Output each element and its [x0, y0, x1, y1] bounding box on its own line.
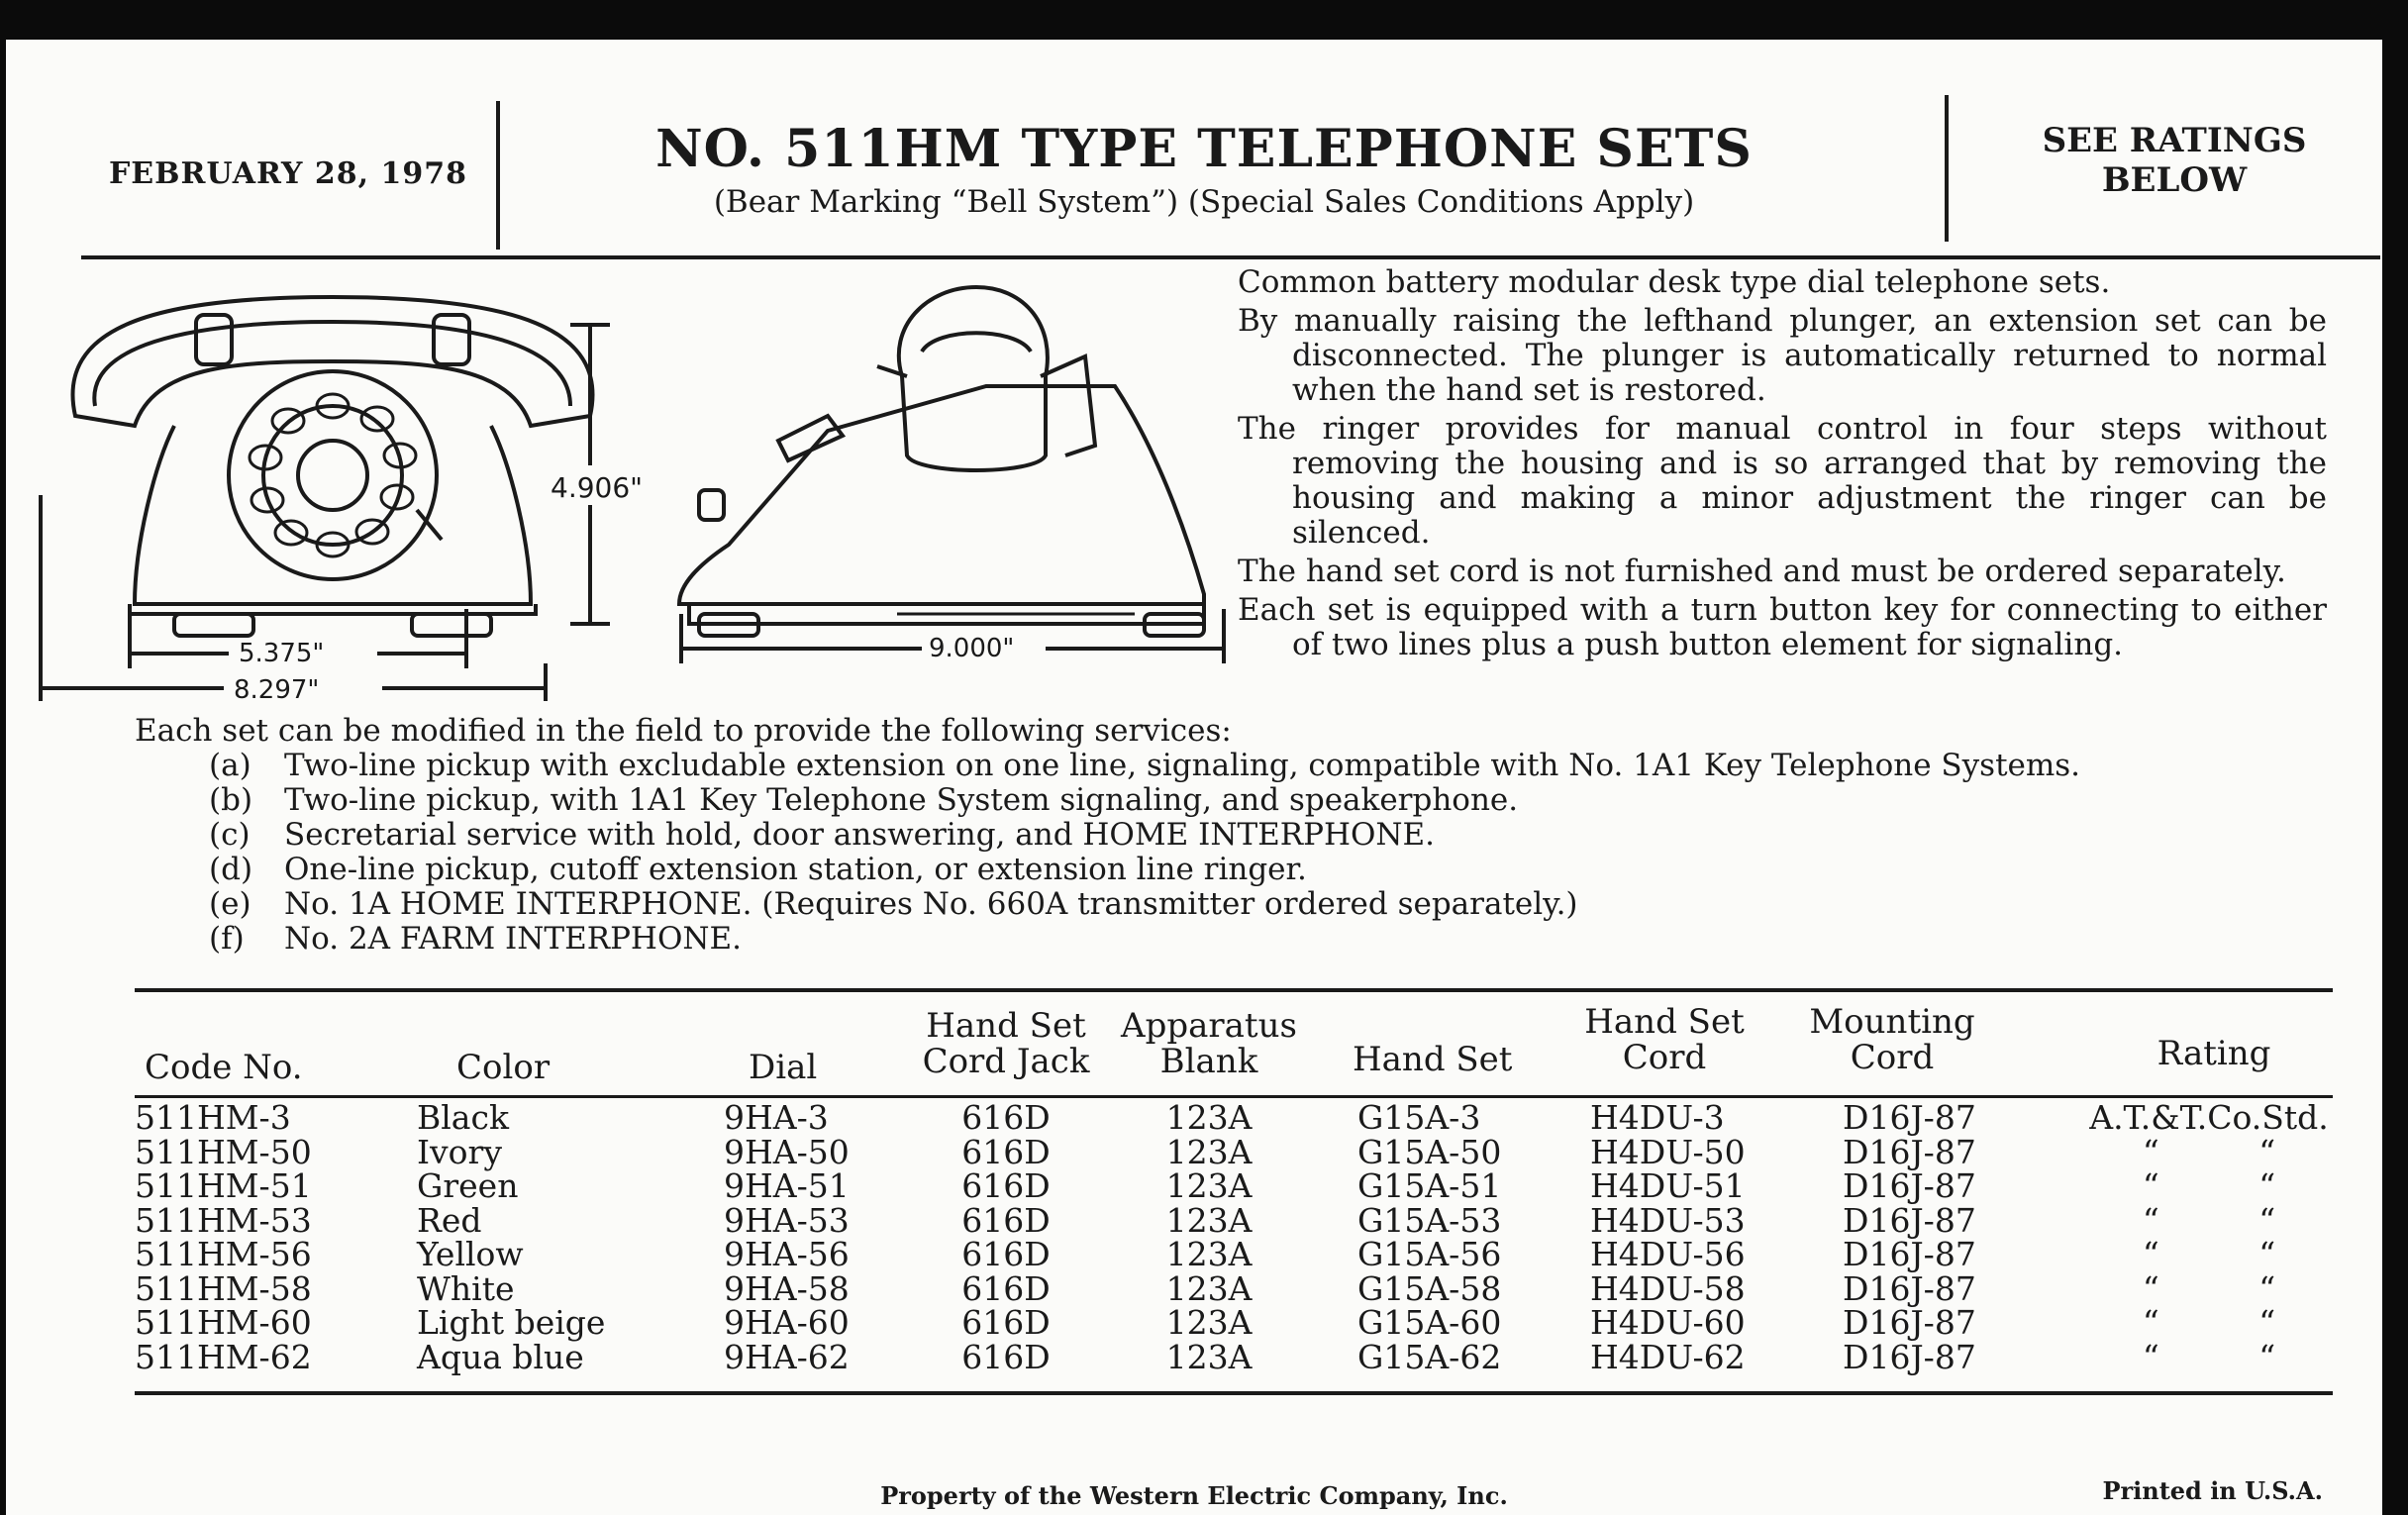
- cell-jack: 616D: [961, 1235, 1051, 1273]
- cell-mount: D16J-87: [1843, 1132, 1976, 1171]
- cell-blank: 123A: [1165, 1235, 1253, 1273]
- cell-cord: H4DU-56: [1590, 1235, 1746, 1273]
- document-card: [6, 40, 2382, 1515]
- services-intro: Each set can be modified in the field to provide the following services:: [135, 713, 1232, 749]
- cell-code: 511HM-56: [135, 1235, 312, 1273]
- column-code: [135, 1098, 312, 1376]
- cell-mount: D16J-87: [1843, 1337, 1976, 1376]
- column-mounting-cord: [1843, 1098, 1976, 1376]
- cell-color: Aqua blue: [417, 1337, 584, 1376]
- document-date: FEBRUARY 28, 1978: [109, 156, 467, 191]
- footer-printed-note: Printed in U.S.A.: [2102, 1476, 2323, 1505]
- service-item: (e) No. 1A HOME INTERPHONE. (Requires No. 660A transmitter ordered separately.): [209, 886, 1578, 922]
- cell-color: Ivory: [417, 1132, 502, 1171]
- cell-blank: 123A: [1165, 1200, 1253, 1240]
- cell-cord: H4DU-58: [1590, 1268, 1746, 1308]
- height-dimension-label: 4.906": [551, 471, 644, 504]
- cell-rating: “ “: [2142, 1268, 2276, 1308]
- cell-dial: 9HA-56: [724, 1235, 850, 1273]
- length-dimension-label: 9.000": [929, 634, 1015, 663]
- cell-mount: D16J-87: [1843, 1200, 1976, 1240]
- cell-handset: G15A-53: [1357, 1200, 1502, 1240]
- cell-cord: H4DU-51: [1590, 1166, 1746, 1205]
- header-handset: Hand Set: [1353, 1040, 1513, 1079]
- cell-handset: G15A-62: [1357, 1337, 1502, 1376]
- cell-code: 511HM-60: [135, 1303, 312, 1342]
- cell-dial: 9HA-60: [724, 1303, 850, 1342]
- column-color: [417, 1098, 606, 1376]
- cell-blank: 123A: [1165, 1166, 1253, 1205]
- cell-handset: G15A-60: [1357, 1303, 1502, 1342]
- cell-dial: 9HA-3: [724, 1098, 829, 1137]
- table-top-rule: [135, 988, 2333, 992]
- cell-blank: 123A: [1165, 1268, 1253, 1308]
- cell-cord: H4DU-50: [1590, 1132, 1746, 1171]
- cell-code: 511HM-53: [135, 1200, 312, 1240]
- cell-color: Light beige: [417, 1303, 606, 1342]
- service-item: (f) No. 2A FARM INTERPHONE.: [209, 921, 742, 957]
- description-paragraph: Common battery modular desk type dial telephone sets.: [1238, 264, 2111, 300]
- table-bottom-rule: [135, 1391, 2333, 1395]
- column-handset: [1357, 1098, 1502, 1376]
- service-item: (a) Two-line pickup with excludable extension on one line, signaling, compatible with No. 1A1 Key Telephone Systems.: [209, 748, 2081, 783]
- description-paragraph: The hand set cord is not furnished and must be ordered separately.: [1238, 554, 2286, 589]
- header-color: Color: [456, 1048, 551, 1087]
- description-paragraph: By manually raising the lefthand plunger, an extension set can be disconnected. The plunger is automatically returned to normal when the hand set is restored.: [1238, 303, 2327, 408]
- description-block: [1238, 265, 2327, 666]
- cell-mount: D16J-87: [1843, 1303, 1976, 1342]
- service-item: (b) Two-line pickup, with 1A1 Key Telephone System signaling, and speakerphone.: [209, 782, 1519, 818]
- cell-dial: 9HA-58: [724, 1268, 850, 1308]
- cell-code: 511HM-58: [135, 1268, 312, 1308]
- cell-code: 511HM-50: [135, 1132, 312, 1171]
- cell-cord: H4DU-3: [1590, 1098, 1725, 1137]
- column-rating: [2065, 1098, 2353, 1376]
- service-item: (d) One-line pickup, cutoff extension station, or extension line ringer.: [209, 852, 1307, 887]
- header-handset-cord: Hand Set Cord: [1584, 1002, 1745, 1077]
- see-ratings-note: [1976, 121, 2372, 200]
- cell-rating: “ “: [2142, 1132, 2276, 1171]
- cell-mount: D16J-87: [1843, 1268, 1976, 1308]
- header-code: Code No.: [145, 1048, 303, 1087]
- width-dimension-label: 8.297": [234, 675, 320, 705]
- cell-blank: 123A: [1165, 1098, 1253, 1137]
- cell-blank: 123A: [1165, 1303, 1253, 1342]
- cell-cord: H4DU-60: [1590, 1303, 1746, 1342]
- cell-dial: 9HA-50: [724, 1132, 850, 1171]
- column-handset-cord: [1590, 1098, 1746, 1376]
- cell-rating: “ “: [2142, 1200, 2276, 1240]
- services-list: [209, 749, 2080, 957]
- cell-dial: 9HA-62: [724, 1337, 850, 1376]
- cell-color: White: [417, 1268, 515, 1308]
- header-mounting-cord: Mounting Cord: [1809, 1002, 1975, 1077]
- header-rule: [81, 255, 2380, 259]
- cell-code: 511HM-3: [135, 1098, 291, 1137]
- cell-jack: 616D: [961, 1132, 1051, 1171]
- document-title: NO. 511HM TYPE TELEPHONE SETS: [655, 119, 1753, 179]
- cell-dial: 9HA-51: [724, 1166, 850, 1205]
- cell-rating: A.T.&T.Co.Std.: [2089, 1098, 2329, 1137]
- cell-jack: 616D: [961, 1337, 1051, 1376]
- cell-jack: 616D: [961, 1303, 1051, 1342]
- cell-handset: G15A-51: [1357, 1166, 1502, 1205]
- cell-jack: 616D: [961, 1098, 1051, 1137]
- cell-mount: D16J-87: [1843, 1235, 1976, 1273]
- header-divider-right: [1945, 95, 1949, 242]
- cell-color: Yellow: [417, 1235, 524, 1273]
- see-ratings-line2: BELOW: [2101, 160, 2248, 200]
- cell-handset: G15A-3: [1357, 1098, 1481, 1137]
- cell-rating: “ “: [2142, 1235, 2276, 1273]
- cell-cord: H4DU-62: [1590, 1337, 1746, 1376]
- cell-rating: “ “: [2142, 1337, 2276, 1376]
- service-item: (c) Secretarial service with hold, door answering, and HOME INTERPHONE.: [209, 817, 1436, 853]
- cell-jack: 616D: [961, 1166, 1051, 1205]
- column-dial: [724, 1098, 850, 1376]
- telephone-front-view-illustration: [36, 267, 650, 705]
- see-ratings-line1: SEE RATINGS: [2042, 121, 2307, 160]
- telephone-side-view-illustration: [669, 267, 1244, 683]
- column-apparatus-blank: [1130, 1098, 1288, 1376]
- cell-jack: 616D: [961, 1200, 1051, 1240]
- footer-property-note: Property of the Western Electric Company, Inc.: [880, 1481, 1508, 1510]
- description-paragraph: Each set is equipped with a turn button key for connecting to either of two lines plus a push button element for signaling.: [1238, 592, 2327, 662]
- cell-dial: 9HA-53: [724, 1200, 850, 1240]
- cell-color: Red: [417, 1200, 482, 1240]
- cell-blank: 123A: [1165, 1132, 1253, 1171]
- cell-mount: D16J-87: [1843, 1098, 1976, 1137]
- cell-handset: G15A-50: [1357, 1132, 1502, 1171]
- header-rating: Rating: [2157, 1034, 2271, 1073]
- cell-handset: G15A-58: [1357, 1268, 1502, 1308]
- header-dial: Dial: [749, 1048, 818, 1087]
- cell-blank: 123A: [1165, 1337, 1253, 1376]
- cell-code: 511HM-62: [135, 1337, 312, 1376]
- cell-color: Green: [417, 1166, 519, 1205]
- description-paragraph: The ringer provides for manual control in four steps without removing the housing and is so arranged that by removing the housing and making a minor adjustment the ringer can be silenced.: [1238, 411, 2327, 551]
- cell-cord: H4DU-53: [1590, 1200, 1746, 1240]
- header-apparatus-blank: Apparatus Blank: [1121, 1006, 1297, 1081]
- column-cord-jack: [927, 1098, 1085, 1376]
- cell-handset: G15A-56: [1357, 1235, 1502, 1273]
- cell-code: 511HM-51: [135, 1166, 312, 1205]
- header-divider-left: [496, 101, 500, 250]
- header-cord-jack: Hand Set Cord Jack: [922, 1006, 1090, 1081]
- cell-rating: “ “: [2142, 1166, 2276, 1205]
- cell-mount: D16J-87: [1843, 1166, 1976, 1205]
- base-dimension-label: 5.375": [239, 639, 325, 668]
- cell-jack: 616D: [961, 1268, 1051, 1308]
- cell-rating: “ “: [2142, 1303, 2276, 1342]
- cell-color: Black: [417, 1098, 509, 1137]
- document-subtitle: (Bear Marking “Bell System”) (Special Sales Conditions Apply): [713, 184, 1695, 220]
